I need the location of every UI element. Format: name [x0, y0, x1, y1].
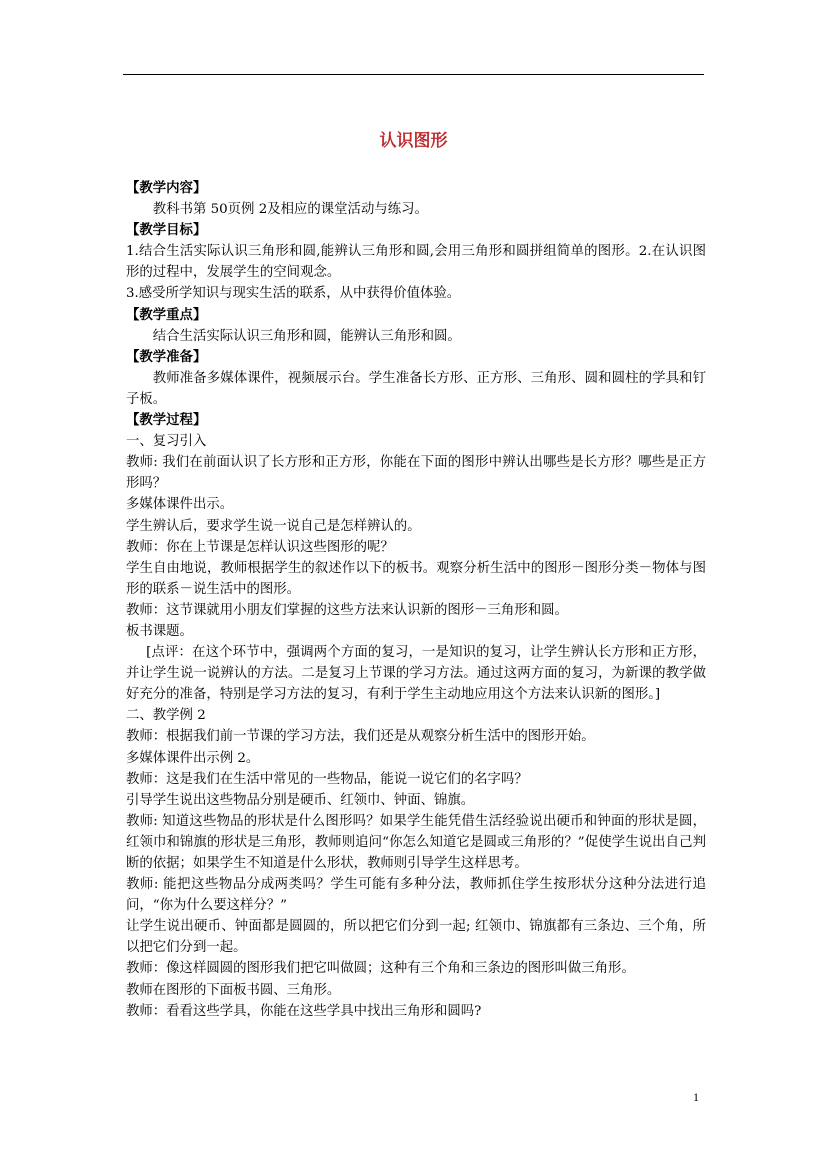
- paragraph: 教师: 知道这些物品的形状是什么图形吗？如果学生能凭借生活经验说出硬币和钟面的形状是圆，红领巾和锦旗的形状是三角形，教师则追问“你怎么知道它是圆或三角形的？”促使学生说出自己判断的依据；如果学生不知道是什么形状，教师则引导学生这样思考。: [126, 813, 706, 871]
- paragraph: 让学生说出硬币、钟面都是圆圆的，所以把它们分到一起; 红领巾、锦旗都有三条边、三个角，所以把它们分到一起。: [126, 919, 706, 956]
- document-title: 认识图形: [379, 131, 448, 151]
- paragraph: 教科书第 50页例 2及相应的课堂活动与练习。: [152, 202, 428, 218]
- paragraph: 3.感受所学知识与现实生活的联系，从中获得价值体验。: [126, 286, 461, 302]
- paragraph: 教师：看看这些学具，你能在这些学具中找出三角形和圆吗?: [126, 1003, 482, 1019]
- section-heading: 【教学目标】: [126, 223, 207, 239]
- section-heading: 【教学内容】: [126, 181, 207, 196]
- paragraph: 教师在图形的下面板书圆、三角形。: [126, 982, 341, 998]
- paragraph: 教师：根据我们前一节课的学习方法，我们还是从观察分析生活中的图形开始。: [126, 729, 595, 745]
- paragraph: 教师: 能把这些物品分成两类吗？学生可能有多种分法，教师抓住学生按形状分这种分法进行追问，“你为什么要这样分？”: [126, 877, 706, 914]
- document-body: [126, 178, 706, 1022]
- paragraph: 教师准备多媒体课件，视频展示台。学生准备长方形、正方形、三角形、圆和圆柱的学具和钉子板。: [126, 370, 706, 407]
- paragraph: [点评：在这个环节中，强调两个方面的复习，一是知识的复习，让学生辨认长方形和正方形，并让学生说一说辨认的方法。二是复习上节课的学习方法。通过这两方面的复习，为新课的教学做好充分的准备，特别是学习方法的复习，有利于学生主动地应用这个方法来认识新的图形。]: [126, 645, 706, 703]
- paragraph: 教师: 我们在前面认识了长方形和正方形，你能在下面的图形中辨认出哪些是长方形？哪些是正方形吗？: [126, 455, 706, 492]
- paragraph: 结合生活实际认识三角形和圆，能辨认三角形和圆。: [152, 328, 461, 344]
- paragraph: 引导学生说出这些物品分别是硬币、红领巾、钟面、锦旗。: [126, 792, 475, 808]
- paragraph: 学生辨认后，要求学生说一说自己是怎样辨认的。: [126, 518, 421, 534]
- header-rule: [123, 74, 704, 75]
- paragraph: 1.结合生活实际认识三角形和圆,能辨认三角形和圆,会用三角形和圆拼组简单的图形。2.在认识图形的过程中，发展学生的空间观念。: [126, 244, 706, 281]
- section-heading: 【教学过程】: [126, 413, 207, 429]
- paragraph: 多媒体课件出示。: [126, 497, 234, 513]
- paragraph: 教师：这节课就用小朋友们掌握的这些方法来认识新的图形－三角形和圆。: [126, 602, 568, 618]
- paragraph: 教师：你在上节课是怎样认识这些图形的呢？: [126, 539, 394, 555]
- paragraph: 一、复习引入: [126, 434, 207, 450]
- paragraph: 学生自由地说，教师根据学生的叙述作以下的板书。观察分析生活中的图形－图形分类－物体与图形的联系－说生活中的图形。: [126, 560, 706, 597]
- page-number: 1: [693, 1090, 699, 1104]
- section-heading: 【教学重点】: [126, 307, 207, 323]
- section-heading: 【教学准备】: [126, 349, 207, 365]
- paragraph: 教师：这是我们在生活中常见的一些物品，能说一说它们的名字吗？: [126, 771, 528, 787]
- paragraph: 多媒体课件出示例 2。: [126, 750, 260, 766]
- paragraph: 板书课题。: [126, 623, 193, 639]
- paragraph: 二、教学例 2: [126, 708, 206, 724]
- paragraph: 教师：像这样圆圆的图形我们把它叫做圆；这种有三个角和三条边的图形叫做三角形。: [126, 961, 635, 977]
